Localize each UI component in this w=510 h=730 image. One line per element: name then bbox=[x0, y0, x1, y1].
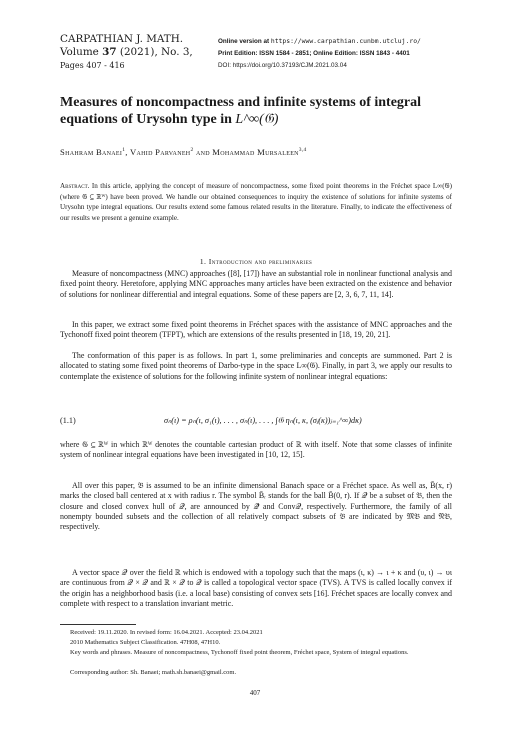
paragraph-5 bbox=[60, 481, 452, 532]
paragraph-5-text: All over this paper, 𝔅 is assumed to be an infinite dimensional Banach space or a Fréchet space. As well as, B̄(x, r) marks the closed ball centered at x with radius r. The symbol B̄ᵣ stands for the ball B̄(0, r). If 𝒬 be a subset of 𝔅, then the closure and closed convex hull of 𝒬, are announced by 𝒬̄ and Conv𝒬, respectively. Furthermore, the family of all nonempty bounded subsets and the collection of all relatively compact subsets of 𝔅 are indicated by 𝔐𝔅 and 𝔑𝔅, respectively. bbox=[60, 481, 452, 531]
issn-text: Print Edition: ISSN 1584 - 2851; Online Edition: ISSN 1843 - 4401 bbox=[218, 50, 410, 57]
paper-title bbox=[60, 94, 452, 128]
author-2-affil: 2 bbox=[190, 147, 194, 154]
journal-header bbox=[60, 33, 193, 72]
section-heading: 1. Introduction and preliminaries bbox=[199, 257, 313, 266]
footnote-corresponding: Corresponding author: Sh. Banaei; math.sh.banaei@gmail.com. bbox=[70, 669, 237, 676]
issn-line bbox=[218, 48, 421, 60]
equation-1-1 bbox=[60, 407, 452, 435]
volume-prefix: Volume bbox=[60, 46, 103, 58]
paragraph-1-text: Measure of noncompactness (MNC) approaches ([8], [17]) have an substantial role in nonlinear functional analysis and fixed point theory. Heretofore, applying MNC approaches many articles have been extracted on the existence and behavior of solutions for nonlinear differential and integral equations. Some of these papers are [2, 3, 6, 7, 11, 14]. bbox=[60, 269, 452, 299]
abstract-label: Abstract. bbox=[60, 182, 90, 190]
paragraph-3-text: The conformation of this paper is as follows. In part 1, some preliminaries and concepts are summoned. Part 2 is allocated to stating some fixed point theorems of Darbo-type in the space L∞(𝔊). Finally, in part 3, we apply our results to contemplate the existence of solutions for the following infinite system of nonlinear integral equations: bbox=[60, 351, 452, 381]
online-version-line bbox=[218, 35, 421, 48]
paragraph-2-text: In this paper, we extract some fixed point theorems in Fréchet spaces with the assistance of MNC approaches and the Tychonoff fixed point theorem (TFPT), which are extensions of the results presented in [18, 19, 20, 21]. bbox=[60, 320, 452, 340]
doi-link[interactable]: DOI: https://doi.org/10.37193/CJM.2021.03.04 bbox=[218, 62, 347, 69]
equation-number: (1.1) bbox=[60, 416, 76, 425]
online-url-link[interactable]: https://www.carpathian.cunbm.utcluj.ro/ bbox=[270, 37, 421, 45]
author-and: and bbox=[193, 147, 213, 157]
equation-expression: σₙ(ι) = ρₙ(ι, σ₁(ι), . . . , σₙ(ι), . . . , ∫𝔊 ηₙ(ι, κ, (σⱼ(κ))ⱼ₌₁^∞)dκ) bbox=[164, 416, 362, 425]
footnote-received: Received: 19.11.2020. In revised form: 16.04.2021. Accepted: 23.04.2021 bbox=[70, 629, 263, 636]
paragraph-3 bbox=[60, 351, 452, 382]
author-1: Shahram Banaei bbox=[60, 147, 123, 157]
journal-name: CARPATHIAN J. MATH. bbox=[60, 33, 184, 45]
abstract bbox=[60, 181, 452, 223]
volume-number: 37 bbox=[102, 46, 117, 58]
volume-rest: (2021), No. 3, bbox=[116, 46, 193, 58]
publication-info bbox=[218, 35, 421, 72]
footnote-divider bbox=[60, 624, 136, 625]
author-2: Vahid Parvaneh bbox=[130, 147, 191, 157]
online-label: Online version at bbox=[218, 38, 271, 45]
paragraph-2 bbox=[60, 320, 452, 341]
title-math: L^∞(𝔊) bbox=[235, 112, 279, 127]
abstract-text: In this article, applying the concept of measure of noncompactness, some fixed point theorems in the Fréchet space L∞(𝔊) (where 𝔊 ⊆ ℝᵂ) have been proved. We handle our obtained consequences to inquiry the existence of solutions for infinite systems of Urysohn type integral equations. Our results extend some famous related results in the literature. Finally, to indicate the effectiveness of our results we present a genuine example. bbox=[60, 182, 452, 222]
author-list: Shahram Banaei$^1$, Vahid Parvaneh$^2$ and Mohammad Mursaleen$^{3,4}$ bbox=[60, 147, 307, 157]
paragraph-1 bbox=[60, 269, 452, 300]
author-3-affil: 3,4 bbox=[298, 147, 307, 154]
footnote-keywords: Key words and phrases. Measure of noncompactness, Tychonoff fixed point theorem, Fréchet space, System of integral equations. bbox=[70, 649, 409, 656]
footnote-msc: 2010 Mathematics Subject Classification. 47H08, 47H10. bbox=[70, 639, 221, 646]
author-3: Mohammad Mursaleen bbox=[212, 147, 299, 157]
paragraph-4-text: where 𝔊 ⊆ ℝᵂ in which ℝᵂ denotes the countable cartesian product of ℝ with itself. Note that some classes of infinite system of nonlinear integral equations have been investigated in [10, 12, 15]. bbox=[60, 440, 452, 460]
author-1-affil: 1 bbox=[122, 147, 126, 154]
paragraph-6 bbox=[60, 568, 452, 609]
paragraph-6-text: A vector space 𝒬 over the field ℝ which is endowed with a topology such that the maps (ι, κ) → ι + κ and (υ, ι) → υι are continuous from 𝒬 × 𝒬 and ℝ × 𝒬 to 𝒬 is called a topological vector space (TVS). A TVS is called locally convex if the origin has a neighborhood basis (i.e. a local base) consisting of convex sets [16]. Fréchet spaces are locally convex and complete with respect to a translation invariant metric. bbox=[60, 568, 452, 608]
page-number: 407 bbox=[249, 689, 261, 697]
paragraph-4 bbox=[60, 440, 452, 461]
title-text: Measures of noncompactness and infinite systems of integral equations of Urysohn type in bbox=[60, 95, 422, 127]
page-range: Pages 407 - 416 bbox=[60, 61, 125, 70]
volume-line bbox=[60, 46, 193, 59]
